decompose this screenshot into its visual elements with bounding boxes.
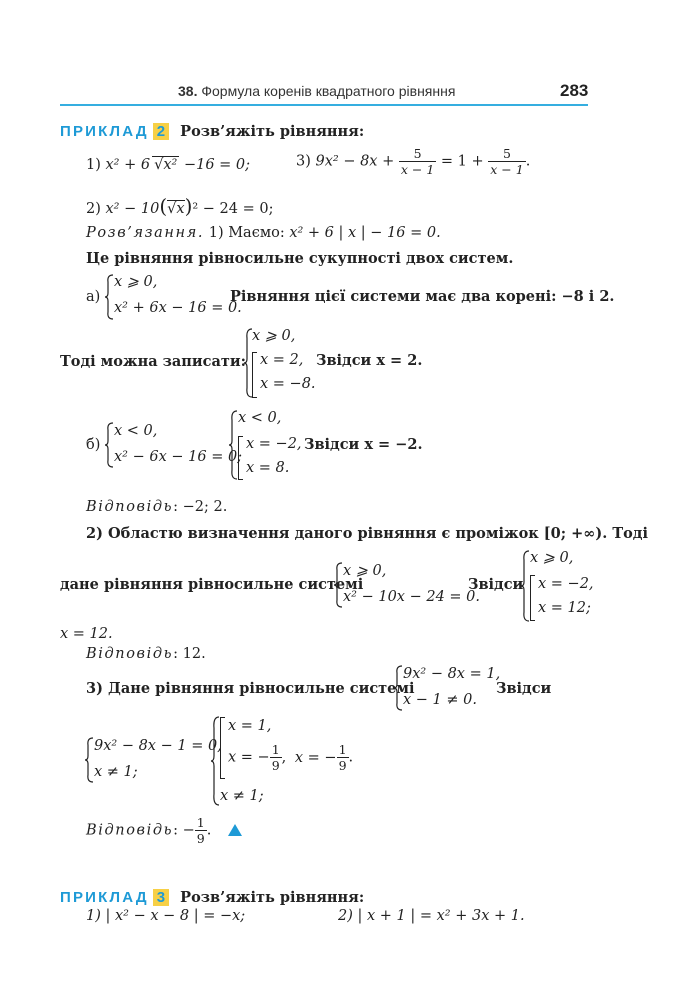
fraction [488, 146, 525, 177]
bracket [252, 352, 257, 398]
answer-value: : −2; 2. [173, 499, 228, 515]
eq-number: 1) [86, 157, 101, 173]
fraction [270, 742, 282, 773]
eq-part: 9x² − 8x + [315, 153, 395, 170]
case-a-text: Рівняння цієї системи має два корені: −8 і 2. [230, 288, 615, 305]
bracket [238, 436, 243, 480]
then-word: Звідси [468, 576, 524, 593]
system-line: x = 1, [228, 718, 272, 734]
answer-2 [86, 646, 206, 662]
part2-result: x = 12. [60, 626, 113, 642]
example-number-badge: 2 [153, 123, 169, 140]
system-line-frac: x = − $\frac{1}{9}$ , x = − $\frac{1}{9}$ . [228, 742, 354, 773]
solution-label: Розв’язання. [86, 225, 205, 241]
part3-text: 3) Дане рівняння рівносильне системі [86, 680, 415, 697]
equation-1: 1) | x² − x − 8 | = −x; [86, 908, 246, 924]
header-rule [60, 104, 588, 106]
example-task: Розв’яжіть рівняння: [180, 889, 365, 906]
numerator: 1 [338, 742, 347, 757]
part2-text: 2) Областю визначення даного рівняння є проміжок [0; +∞). Тоді [86, 525, 648, 542]
solution-line [86, 225, 441, 241]
brace [84, 737, 94, 783]
section-number: 38. [178, 83, 198, 99]
system-line: x ≠ 1; [94, 764, 138, 780]
equation-2: 2) x² − 10(√x)² − 24 = 0; [86, 194, 274, 218]
answer-label: Відповідь [86, 822, 174, 839]
answer-end: . [206, 822, 212, 839]
section-title: Формула коренів квадратного рівняння [201, 83, 456, 99]
answer-3 [86, 815, 211, 846]
system-line: x² + 6x − 16 = 0. [114, 300, 242, 316]
system-line: x ⩾ 0, [530, 550, 574, 566]
system-line: x = 2, [260, 352, 304, 368]
denominator: 9 [196, 831, 205, 846]
result-text: Звідси x = 2. [316, 352, 423, 369]
example-number-badge: 3 [153, 889, 169, 906]
answer-label: Відповідь [86, 646, 174, 662]
brace [393, 665, 403, 711]
example2-heading [60, 121, 364, 140]
system-line: x < 0, [114, 423, 158, 439]
eq-part: x² − 10 [105, 201, 160, 217]
radicand: x [176, 201, 185, 217]
example3-heading [60, 887, 364, 906]
bracket [220, 717, 225, 779]
system-line: x < 0, [238, 410, 282, 426]
numerator: 1 [196, 815, 205, 830]
system-line: x = −8. [260, 376, 316, 392]
denominator: 9 [338, 758, 347, 773]
brace [104, 422, 114, 468]
system-line: x = 8. [246, 460, 290, 476]
denominator: x − 1 [400, 162, 435, 177]
answer-value: : − [173, 822, 195, 839]
brace [210, 716, 220, 806]
brace [333, 562, 343, 608]
system-line: 9x² − 8x − 1 = 0, [94, 738, 222, 754]
sol-equation: x² + 6 | x | − 16 = 0. [289, 225, 441, 241]
fraction [399, 146, 436, 177]
numerator: 5 [488, 146, 525, 162]
sol-intro: 1) Маємо: [208, 225, 285, 241]
brace [520, 550, 530, 622]
system-line: x² − 6x − 16 = 0; [114, 449, 243, 465]
example-label: ПРИКЛАД [60, 889, 149, 906]
denominator: x − 1 [490, 162, 524, 177]
case-a-label: а) [86, 289, 101, 305]
system-line: x ⩾ 0, [343, 563, 387, 579]
system-line: x = −2, [246, 436, 302, 452]
sqrt-radicand: √x² [154, 157, 178, 173]
eq-part: = 1 + [440, 153, 484, 170]
radicand: x² [163, 157, 178, 173]
system-line: x ≠ 1; [220, 788, 264, 804]
answer-value: : 12. [173, 646, 206, 662]
equation-2: 2) | x + 1 | = x² + 3x + 1. [338, 908, 525, 924]
system-line: 9x² − 8x = 1, [403, 666, 501, 682]
brace [104, 274, 114, 320]
eq-part: ² − 24 = 0; [192, 201, 274, 217]
system-line: x − 1 ≠ 0. [403, 692, 477, 708]
equation-3 [296, 146, 530, 177]
eq-part: x = − [228, 749, 270, 766]
system-line: x² − 10x − 24 = 0. [343, 589, 481, 605]
part2-line: дане рівняння рівносильне системі [60, 576, 364, 593]
eq-part: x = − [294, 749, 337, 766]
denominator: 9 [271, 758, 280, 773]
eq-part: , [281, 749, 287, 766]
running-header [178, 83, 455, 99]
eq-number: 2) [86, 201, 101, 217]
eq-part: x² + 6 [105, 157, 151, 173]
eq-part: . [525, 153, 531, 170]
system-line: x ⩾ 0, [252, 328, 296, 344]
numerator: 5 [399, 146, 436, 162]
then-text: Тоді можна записати: [60, 353, 246, 370]
case-b-label: б) [86, 437, 101, 453]
equation-1 [86, 156, 250, 173]
end-of-solution-triangle-icon [228, 824, 242, 836]
equiv-text: Це рівняння рівносильне сукупності двох систем. [86, 250, 514, 267]
example-label: ПРИКЛАД [60, 123, 149, 140]
numerator: 1 [271, 742, 280, 757]
result-text: Звідси x = −2. [304, 436, 423, 453]
bracket [530, 575, 535, 621]
system-line: x = −2, [538, 576, 594, 592]
example-task: Розв’яжіть рівняння: [180, 123, 365, 140]
page-number: 283 [560, 81, 589, 100]
brace [228, 410, 238, 480]
eq-part: −16 = 0; [183, 157, 251, 173]
fraction [337, 742, 349, 773]
fraction [195, 815, 207, 846]
system-line: x ⩾ 0, [114, 274, 158, 290]
system-line: x = 12; [538, 600, 591, 616]
answer-label: Відповідь [86, 499, 174, 515]
then-word: Звідси [496, 680, 552, 697]
eq-number: 3) [296, 153, 311, 170]
answer-1 [86, 499, 227, 515]
